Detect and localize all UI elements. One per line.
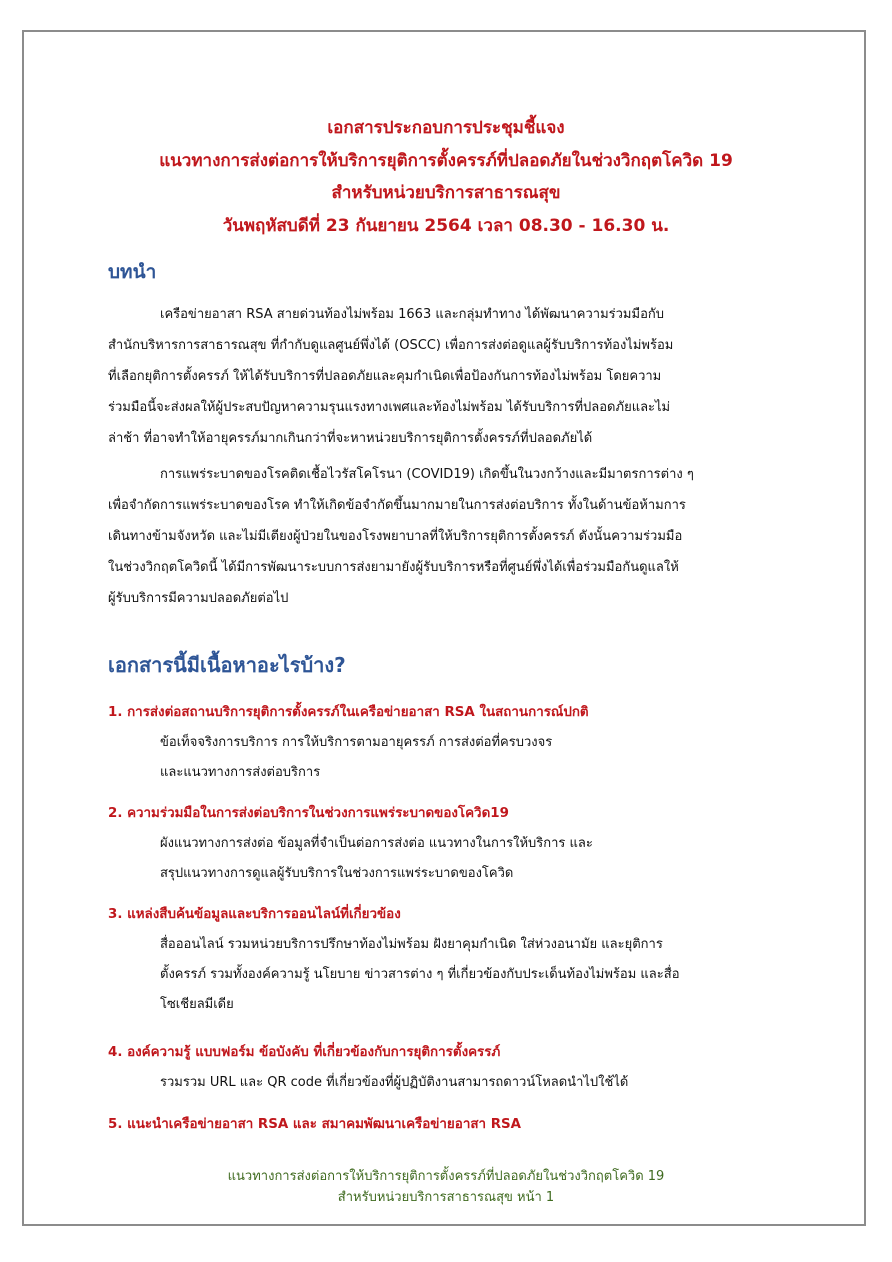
contents-item [108,698,808,799]
contents-item-description [108,930,808,1020]
footer-line-2-page-number: สำหรับหน่วยบริการสาธารณสุข หน้า 1 [337,1190,555,1205]
intro-paragraph-1 [108,299,798,454]
paragraph-line: ล่าช้า ที่อาจทำให้อายุครรภ์มากเกินกว่าที่จะหาหน่วยบริการยุติการตั้งครรภ์ที่ปลอดภัยได้ [108,431,593,446]
contents-list [108,698,808,1140]
intro-heading: บทนำ [108,261,157,283]
paragraph-line: เพื่อจำกัดการแพร่ระบาดของโรค ทำให้เกิดข้อจำกัดขึ้นมากมายในการส่งต่อบริการ ทั้งในด้านข้อห้ามการ [108,498,686,513]
document-title [0,112,892,242]
paragraph-line: ร่วมมือนี้จะส่งผลให้ผู้ประสบปัญหาความรุนแรงทางเพศและท้องไม่พร้อม ได้รับบริการที่ปลอดภัยและไม่ [108,400,671,415]
contents-item-title: 1. การส่งต่อสถานบริการยุติการตั้งครรภ์ในเครือข่ายอาสา RSA ในสถานการณ์ปกติ [108,705,589,720]
contents-item-title: 2. ความร่วมมือในการส่งต่อบริการในช่วงการแพร่ระบาดของโควิด19 [108,806,509,821]
intro-paragraph-2 [108,459,798,614]
title-line-2: แนวทางการส่งต่อการให้บริการยุติการตั้งครรภ์ที่ปลอดภัยในช่วงวิกฤตโควิด 19 [159,150,733,171]
contents-item-description [108,728,808,788]
footer-line-1: แนวทางการส่งต่อการให้บริการยุติการตั้งครรภ์ที่ปลอดภัยในช่วงวิกฤตโควิด 19 [227,1169,665,1184]
description-line: ตั้งครรภ์ รวมทั้งองค์ความรู้ นโยบาย ข่าวสารต่าง ๆ ที่เกี่ยวข้องกับประเด็นท้องไม่พร้อม และสื่อ [160,967,680,982]
paragraph-line: ในช่วงวิกฤตโควิดนี้ ได้มีการพัฒนาระบบการส่งยามายังผู้รับบริการหรือที่ศูนย์พึ่งได้เพื่อร่วมมือกันดูแลให้ [108,560,679,575]
contents-item-title: 3. แหล่งสืบค้นข้อมูลและบริการออนไลน์ที่เกี่ยวข้อง [108,907,401,922]
contents-item-title: 4. องค์ความรู้ แบบฟอร์ม ข้อบังคับ ที่เกี่ยวข้องกับการยุติการตั้งครรภ์ [108,1045,501,1060]
paragraph-line: เครือข่ายอาสา RSA สายด่วนท้องไม่พร้อม 1663 และกลุ่มทำทาง ได้พัฒนาความร่วมมือกับ [160,307,664,322]
contents-heading: เอกสารนี้มีเนื้อหาอะไรบ้าง? [108,653,346,677]
description-line: โซเชียลมีเดีย [160,997,234,1012]
description-line: สรุปแนวทางการดูแลผู้รับบริการในช่วงการแพร่ระบาดของโควิด [160,866,514,881]
contents-item [108,799,808,900]
contents-item-description [108,829,808,889]
contents-item-title: 5. แนะนำเครือข่ายอาสา RSA และ สมาคมพัฒนาเครือข่ายอาสา RSA [108,1117,522,1132]
paragraph-line: เดินทางข้ามจังหวัด และไม่มีเตียงผู้ป่วยในของโรงพยาบาลที่ให้บริการยุติการตั้งครรภ์ ดังนั้นความร่วมมือ [108,529,683,544]
contents-item [108,1110,808,1140]
title-line-1: เอกสารประกอบการประชุมชี้แจง [327,118,565,138]
description-line: รวมรวม URL และ QR code ที่เกี่ยวข้องที่ผู้ปฏิบัติงานสามารถดาวน์โหลดนำไปใช้ได้ [160,1075,629,1090]
title-line-4-date: วันพฤหัสบดีที่ 23 กันยายน 2564 เวลา 08.30 - 16.30 น. [222,215,670,236]
paragraph-line: การแพร่ระบาดของโรคติดเชื้อไวรัสโคโรนา (COVID19) เกิดขึ้นในวงกว้างและมีมาตรการต่าง ๆ [160,467,694,482]
description-line: ข้อเท็จจริงการบริการ การให้บริการตามอายุครรภ์ การส่งต่อที่ครบวงจร [160,735,553,750]
paragraph-line: ที่เลือกยุติการตั้งครรภ์ ให้ได้รับบริการที่ปลอดภัยและคุมกำเนิดเพื่อป้องกันการท้องไม่พร้อม โดยความ [108,369,662,384]
contents-item [108,1038,808,1110]
contents-item-description [108,1068,808,1098]
paragraph-line: ผู้รับบริการมีความปลอดภัยต่อไป [108,591,289,606]
description-line: และแนวทางการส่งต่อบริการ [160,765,321,780]
contents-item [108,900,808,1038]
title-line-3: สำหรับหน่วยบริการสาธารณสุข [331,183,561,203]
page-footer [0,1166,892,1208]
paragraph-line: สำนักบริหารการสาธารณสุข ที่กำกับดูแลศูนย์พึ่งได้ (OSCC) เพื่อการส่งต่อดูแลผู้รับบริการท้องไม่พร้อม [108,338,674,353]
description-line: สื่อออนไลน์ รวมหน่วยบริการปรึกษาท้องไม่พร้อม ฝังยาคุมกำเนิด ใส่ห่วงอนามัย และยุติการ [160,937,663,952]
description-line: ผังแนวทางการส่งต่อ ข้อมูลที่จำเป็นต่อการส่งต่อ แนวทางในการให้บริการ และ [160,836,593,851]
